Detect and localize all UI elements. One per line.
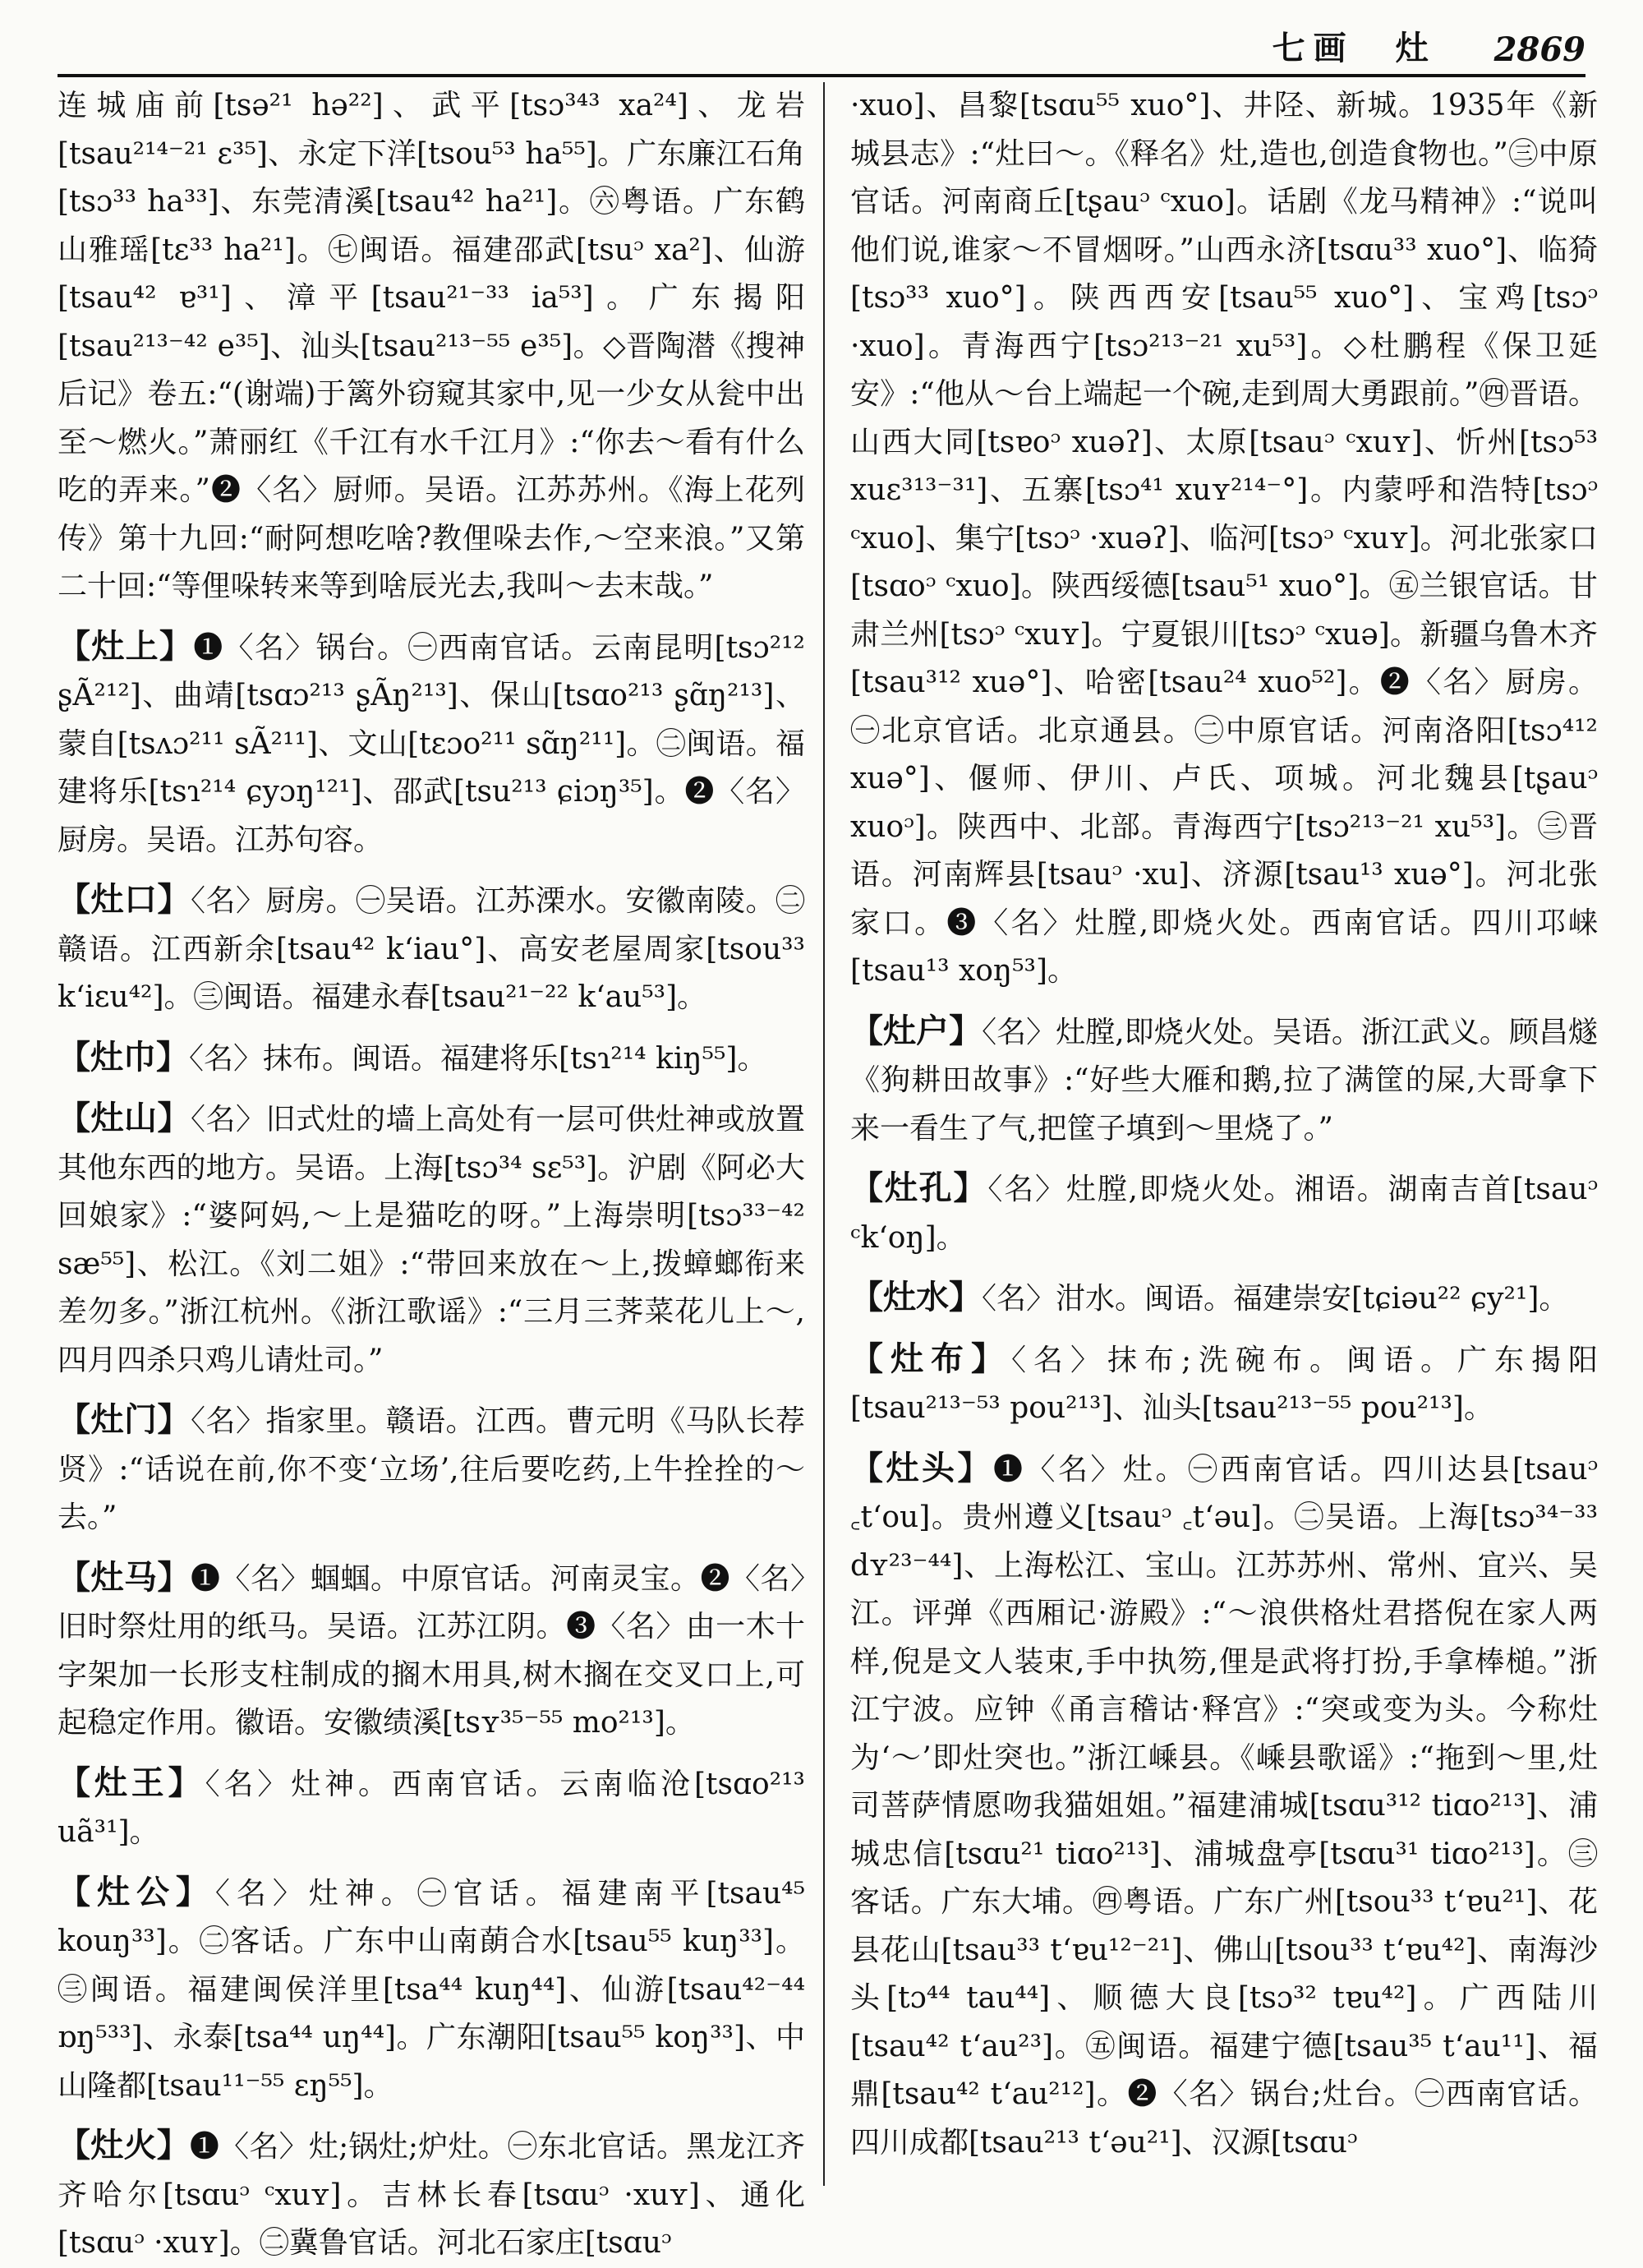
section-title: 七画 灶 xyxy=(1272,29,1437,67)
entry-text: 〈名〉指家里。赣语。江西。曹元明《马队长荐贤》:“话说在前,你不变‘立场’,往后要吃药,上牛拴拴的～去。” xyxy=(58,1404,805,1534)
entry-zaokong xyxy=(850,1164,1598,1262)
entry-text: 〈名〉灶神。西南官话。云南临沧[tsɑo²¹³ uã³¹]。 xyxy=(58,1767,805,1849)
right-column xyxy=(850,82,1598,2202)
headword: 【灶布】 xyxy=(850,1339,1011,1378)
headword: 【灶口】 xyxy=(58,880,191,919)
entry-zaoshui xyxy=(850,1274,1598,1324)
entry-zaotou xyxy=(850,1445,1598,2168)
headword: 【灶头】 xyxy=(850,1448,993,1487)
headword: 【灶户】 xyxy=(850,1011,983,1050)
entry-zaoma xyxy=(58,1554,805,1748)
entry-text: 〈名〉厨房。㊀吴语。江苏溧水。安徽南陵。㊁赣语。江西新余[tsau⁴² kʻiau°]、高安老屋周家[tsou³³ kʻiɛu⁴²]。㊂闽语。福建永春[tsau²¹⁻²² kʻau⁵³]。 xyxy=(58,884,805,1014)
headword: 【灶公】 xyxy=(58,1872,215,1911)
headword: 【灶上】 xyxy=(58,626,194,666)
headword: 【灶孔】 xyxy=(850,1169,988,1207)
entry-text: 〈名〉泔水。闽语。福建崇安[tɕiəu²² ɕy²¹]。 xyxy=(982,1282,1569,1316)
entry-zaohu xyxy=(850,1007,1598,1154)
headword: 【灶王】 xyxy=(58,1763,205,1802)
entry-zaokou xyxy=(58,876,805,1022)
page-number: 2869 xyxy=(1493,30,1585,69)
entry-zaogong xyxy=(58,1869,805,2111)
entry-zaohuo xyxy=(58,2122,805,2268)
entry-zaoshang xyxy=(58,623,805,865)
entry-text: 〈名〉灶膛,即烧火处。吴语。浙江武义。顾昌燧《狗耕田故事》:“好些大雁和鹅,拉了满筐的屎,大哥拿下来一看生了气,把筐子填到～里烧了。” xyxy=(850,1015,1598,1146)
entry-zaojin xyxy=(58,1034,805,1084)
headword: 【灶马】 xyxy=(58,1557,191,1597)
entry-text: 〈名〉灶神。㊀官话。福建南平[tsau⁴⁵ kouŋ³³]。㊁客话。广东中山南蓢合水[tsau⁵⁵ kuŋ³³]。㊂闽语。福建闽侯洋里[tsa⁴⁴ kuŋ⁴⁴]、仙游[tsau⁴²⁻⁴⁴ ɒŋ⁵³³]、永泰[tsa⁴⁴ uŋ⁴⁴]。广东潮阳[tsau⁵⁵ koŋ³³]、中山隆都[tsau¹¹⁻⁵⁵ ɛŋ⁵⁵]。 xyxy=(58,1876,805,2103)
headword: 【灶巾】 xyxy=(58,1037,189,1076)
entry-text: 〈名〉抹布;洗碗布。闽语。广东揭阳[tsau²¹³⁻⁵³ pou²¹³]、汕头[tsau²¹³⁻⁵⁵ pou²¹³]。 xyxy=(850,1343,1599,1425)
page-header xyxy=(58,23,1585,77)
headword: 【灶火】 xyxy=(58,2126,190,2164)
continued-entry-text: 连城庙前[tsə²¹ hə²²]、武平[tsɔ³⁴³ xa²⁴]、龙岩[tsau²¹⁴⁻²¹ ɛ³⁵]、永定下洋[tsou⁵³ ha⁵⁵]。广东廉江石角[tsɔ³³ ha³³]、东莞清溪[tsau⁴² ha²¹]。㊅粤语。广东鹤山雅瑶[tɛ³³ ha²¹]。㊆闽语。福建邵武[tsuᵓ xa²]、仙游[tsau⁴² ɐ³¹]、漳平[tsau²¹⁻³³ ia⁵³]。广东揭阳[tsau²¹³⁻⁴² e³⁵]、汕头[tsau²¹³⁻⁵⁵ e³⁵]。◇晋陶潜《搜神后记》卷五:“(谢端)于篱外窃窥其家中,见一少女从瓮中出至～燃火。”萧丽红《千江有水千江月》:“你去～看有什么吃的弄来。”❷〈名〉厨师。吴语。江苏苏州。《海上花列传》第十九回:“耐阿想吃啥?教俚哚去作,～空来浪。”又第二十回:“等俚哚转来等到啥辰光去,我叫～去末哉。” xyxy=(58,89,805,603)
entry-zaoshan xyxy=(58,1095,805,1385)
column-divider xyxy=(823,82,825,2186)
headword: 【灶山】 xyxy=(58,1099,191,1137)
entry-text: 〈名〉旧式灶的墙上高处有一层可供灶神或放置其他东西的地方。吴语。上海[tsɔ³⁴ sɛ⁵³]。沪剧《阿必大回娘家》:“婆阿妈,～上是猫吃的呀。”上海崇明[tsɔ³³⁻⁴² sæ⁵⁵]、松江。《刘二姐》:“带回来放在～上,拨蟑螂衔来差勿多。”浙江杭州。《浙江歌谣》:“三月三荠菜花儿上～,四月四杀只鸡儿请灶司。” xyxy=(58,1103,805,1377)
entry-text: 〈名〉抹布。闽语。福建将乐[tsɿ²¹⁴ kiŋ⁵⁵]。 xyxy=(189,1041,767,1076)
entry-text: ❶〈名〉锅台。㊀西南官话。云南昆明[tsɔ²¹² ʂÃ²¹²]、曲靖[tsɑɔ²¹³ ʂÃŋ²¹³]、保山[tsɑo²¹³ ʂɑ̃ŋ²¹³]、蒙自[tsʌɔ²¹¹ sÃ²¹¹]、文山[tɛɔo²¹¹ sɑ̃ŋ²¹¹]。㊁闽语。福建将乐[tsɿ²¹⁴ ɕyɔŋ¹²¹]、邵武[tsu²¹³ ɕiɔŋ³⁵]。❷〈名〉厨房。吴语。江苏句容。 xyxy=(58,630,805,857)
headword: 【灶门】 xyxy=(58,1400,191,1439)
continued-entry-text: ·xuo]、昌黎[tsɑu⁵⁵ xuo°]、井陉、新城。1935年《新城县志》:“灶曰～。《释名》灶,造也,创造食物也。”㊂中原官话。河南商丘[tʂauᵓ ᶜxuo]。话剧《龙马精神》:“说叫他们说,谁家～不冒烟呀。”山西永济[tsɑu³³ xuo°]、临猗[tsɔ³³ xuo°]。陕西西安[tsau⁵⁵ xuo°]、宝鸡[tsɔᵓ ·xuo]。青海西宁[tsɔ²¹³⁻²¹ xu⁵³]。◇杜鹏程《保卫延安》:“他从～台上端起一个碗,走到周大勇跟前。”㊃晋语。山西大同[tsɐoᵓ xuəʔ]、太原[tsauᵓ ᶜxuʏ]、忻州[tsɔ⁵³ xuɛ³¹³⁻³¹]、五寨[tsɔ⁴¹ xuʏ²¹⁴⁻°]。内蒙呼和浩特[tsɔᵓ ᶜxuo]、集宁[tsɔᵓ ·xuəʔ]、临河[tsɔᵓ ᶜxuʏ]。河北张家口[tsɑoᵓ ᶜxuo]。陕西绥德[tsau⁵¹ xuo°]。㊄兰银官话。甘肃兰州[tsɔᵓ ᶜxuʏ]。宁夏银川[tsɔᵓ ᶜxuə]。新疆乌鲁木齐[tsau³¹² xuə°]、哈密[tsau²⁴ xuo⁵²]。❷〈名〉厨房。㊀北京官话。北京通县。㊁中原官话。河南洛阳[tsɔ⁴¹² xuə°]、偃师、伊川、卢氏、项城。河北魏县[tʂauᵓ xuoᵓ]。陕西中、北部。青海西宁[tsɔ²¹³⁻²¹ xu⁵³]。㊂晋语。河南辉县[tsauᵓ ·xu]、济源[tsau¹³ xuə°]。河北张家口。❸〈名〉灶膛,即烧火处。西南官话。四川邛崃[tsau¹³ xoŋ⁵³]。 xyxy=(850,89,1598,988)
entry-text: ❶〈名〉灶。㊀西南官话。四川达县[tsauᵓ ꜀tʻou]。贵州遵义[tsauᵓ ꜀tʻəu]。㊁吴语。上海[tsɔ³⁴⁻³³ dʏ²³⁻⁴⁴]、上海松江、宝山。江苏苏州、常州、宜兴、吴江。评弹《西厢记·游殿》:“～浪供格灶君搭倪在家人两样,倪是文人装束,手中执笏,俚是武将打扮,手拿棒槌。”浙江宁波。应钟《甬言稽诂·释宫》:“突或变为头。今称灶为‘～’即灶突也。”浙江嵊县。《嵊县歌谣》:“拖到～里,灶司菩萨情愿吻我猫姐姐。”福建浦城[tsɑu³¹² tiɑo²¹³]、浦城忠信[tsɑu²¹ tiɑo²¹³]、浦城盘亭[tsɑu³¹ tiɑo²¹³]。㊂客话。广东大埔。㊃粤语。广东广州[tsou³³ tʻɐu²¹]、花县花山[tsau³³ tʻɐu¹²⁻²¹]、佛山[tsou³³ tʻɐu⁴²]、南海沙头[tɔ⁴⁴ tau⁴⁴]、顺德大良[tsɔ³² tɐu⁴²]。广西陆川[tsau⁴² tʻau²³]。㊄闽语。福建宁德[tsau³⁵ tʻau¹¹]、福鼎[tsau⁴² tʻau²¹²]。❷〈名〉锅台;灶台。㊀西南官话。四川成都[tsau²¹³ tʻəu²¹]、汉源[tsɑuᵓ xyxy=(850,1452,1598,2160)
entry-zaobu xyxy=(850,1335,1598,1433)
entry-zaomen xyxy=(58,1396,805,1542)
left-column xyxy=(58,82,805,2260)
entry-text: 〈名〉灶膛,即烧火处。湘语。湖南吉首[tsauᵓ ᶜkʻoŋ]。 xyxy=(850,1173,1598,1255)
entry-text: ❶〈名〉灶;锅灶;炉灶。㊀东北官话。黑龙江齐齐哈尔[tsɑuᵓ ᶜxuʏ]。吉林长春[tsɑuᵓ ·xuʏ]、通化[tsɑuᵓ ·xuʏ]。㊁冀鲁官话。河北石家庄[tsɑuᵓ xyxy=(58,2130,805,2260)
entry-zaowang xyxy=(58,1759,805,1857)
headword: 【灶水】 xyxy=(850,1278,982,1316)
entry-text: ❶〈名〉蝈蝈。中原官话。河南灵宝。❷〈名〉旧时祭灶用的纸马。吴语。江苏江阴。❸〈名〉由一木十字架加一长形支柱制成的搁木用具,树木搁在交叉口上,可起稳定作用。徽语。安徽绩溪[tsʏ³⁵⁻⁵⁵ mo²¹³]。 xyxy=(58,1561,805,1740)
